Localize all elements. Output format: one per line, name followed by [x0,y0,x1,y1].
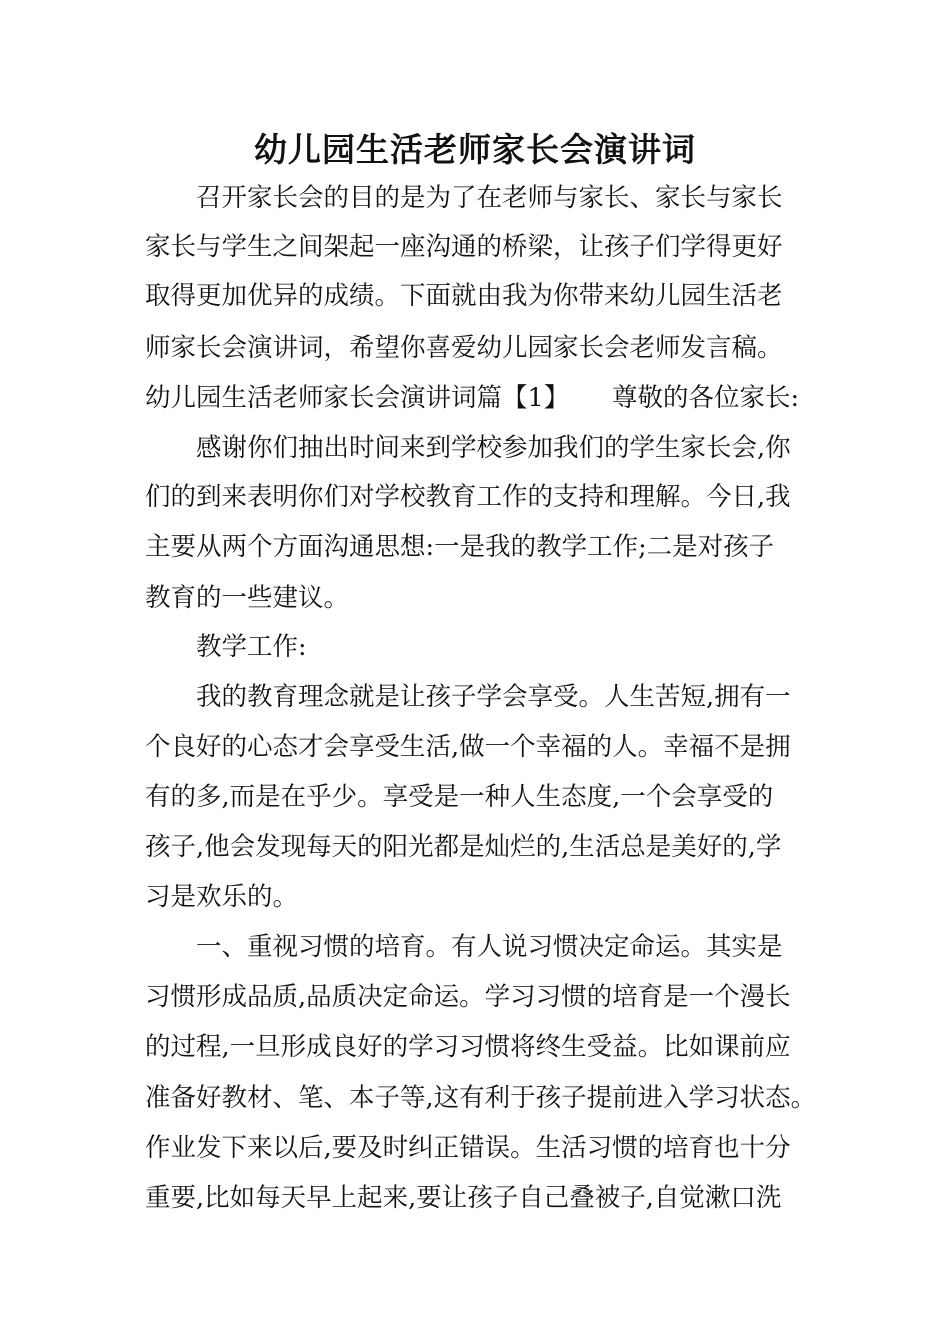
paragraph-line: 们的到来表明你们对学校教育工作的支持和理解。今日,我 [145,482,791,512]
paragraph-line: 感谢你们抽出时间来到学校参加我们的学生家长会,你 [196,433,791,463]
paragraph-line: 家长与学生之间架起一座沟通的桥梁，让孩子们学得更好 [145,232,783,262]
paragraph-line: 重要,比如每天早上起来,要让孩子自己叠被子,自觉漱口洗 [145,1183,782,1213]
paragraph-line: 孩子,他会发现每天的阳光都是灿烂的,生活总是美好的,学 [145,832,782,862]
section-heading-line [145,378,805,418]
paragraph-line: 师家长会演讲词，希望你喜爱幼儿园家长会老师发言稿。 [145,333,783,363]
paragraph-line: 有的多,而是在乎少。享受是一种人生态度,一个会享受的 [145,782,774,812]
salutation: 尊敬的各位家长: [612,383,800,413]
paragraph-line: 作业发下来以后,要及时纠正错误。生活习惯的培育也十分 [145,1133,791,1163]
paragraph-line: 习是欢乐的。 [145,882,299,912]
paragraph-line: 召开家长会的目的是为了在老师与家长、家长与家长 [196,183,783,213]
page-title: 幼儿园生活老师家长会演讲词 [254,130,696,169]
paragraph-line: 个良好的心态才会享受生活,做一个幸福的人。幸福不是拥 [145,732,791,762]
paragraph-line: 习惯形成品质,品质决定命运。学习习惯的培育是一个漫长 [145,982,791,1012]
subheading: 教学工作: [196,632,307,662]
paragraph-line: 主要从两个方面沟通思想:一是我的教学工作;二是对孩子 [145,532,775,562]
section-heading: 幼儿园生活老师家长会演讲词篇【1】 [145,383,570,413]
paragraph-line: 教育的一些建议。 [145,583,350,613]
paragraph-line: 一、重视习惯的培育。有人说习惯决定命运。其实是 [196,932,783,962]
paragraph-line: 的过程,一旦形成良好的学习习惯将终生受益。比如课前应 [145,1032,791,1062]
paragraph-line: 我的教育理念就是让孩子学会享受。人生苦短,拥有一 [196,682,791,712]
paragraph-line: 准备好教材、笔、本子等,这有利于孩子提前进入学习状态。 [145,1083,817,1113]
paragraph-line: 取得更加优异的成绩。下面就由我为你带来幼儿园生活老 [145,281,783,311]
